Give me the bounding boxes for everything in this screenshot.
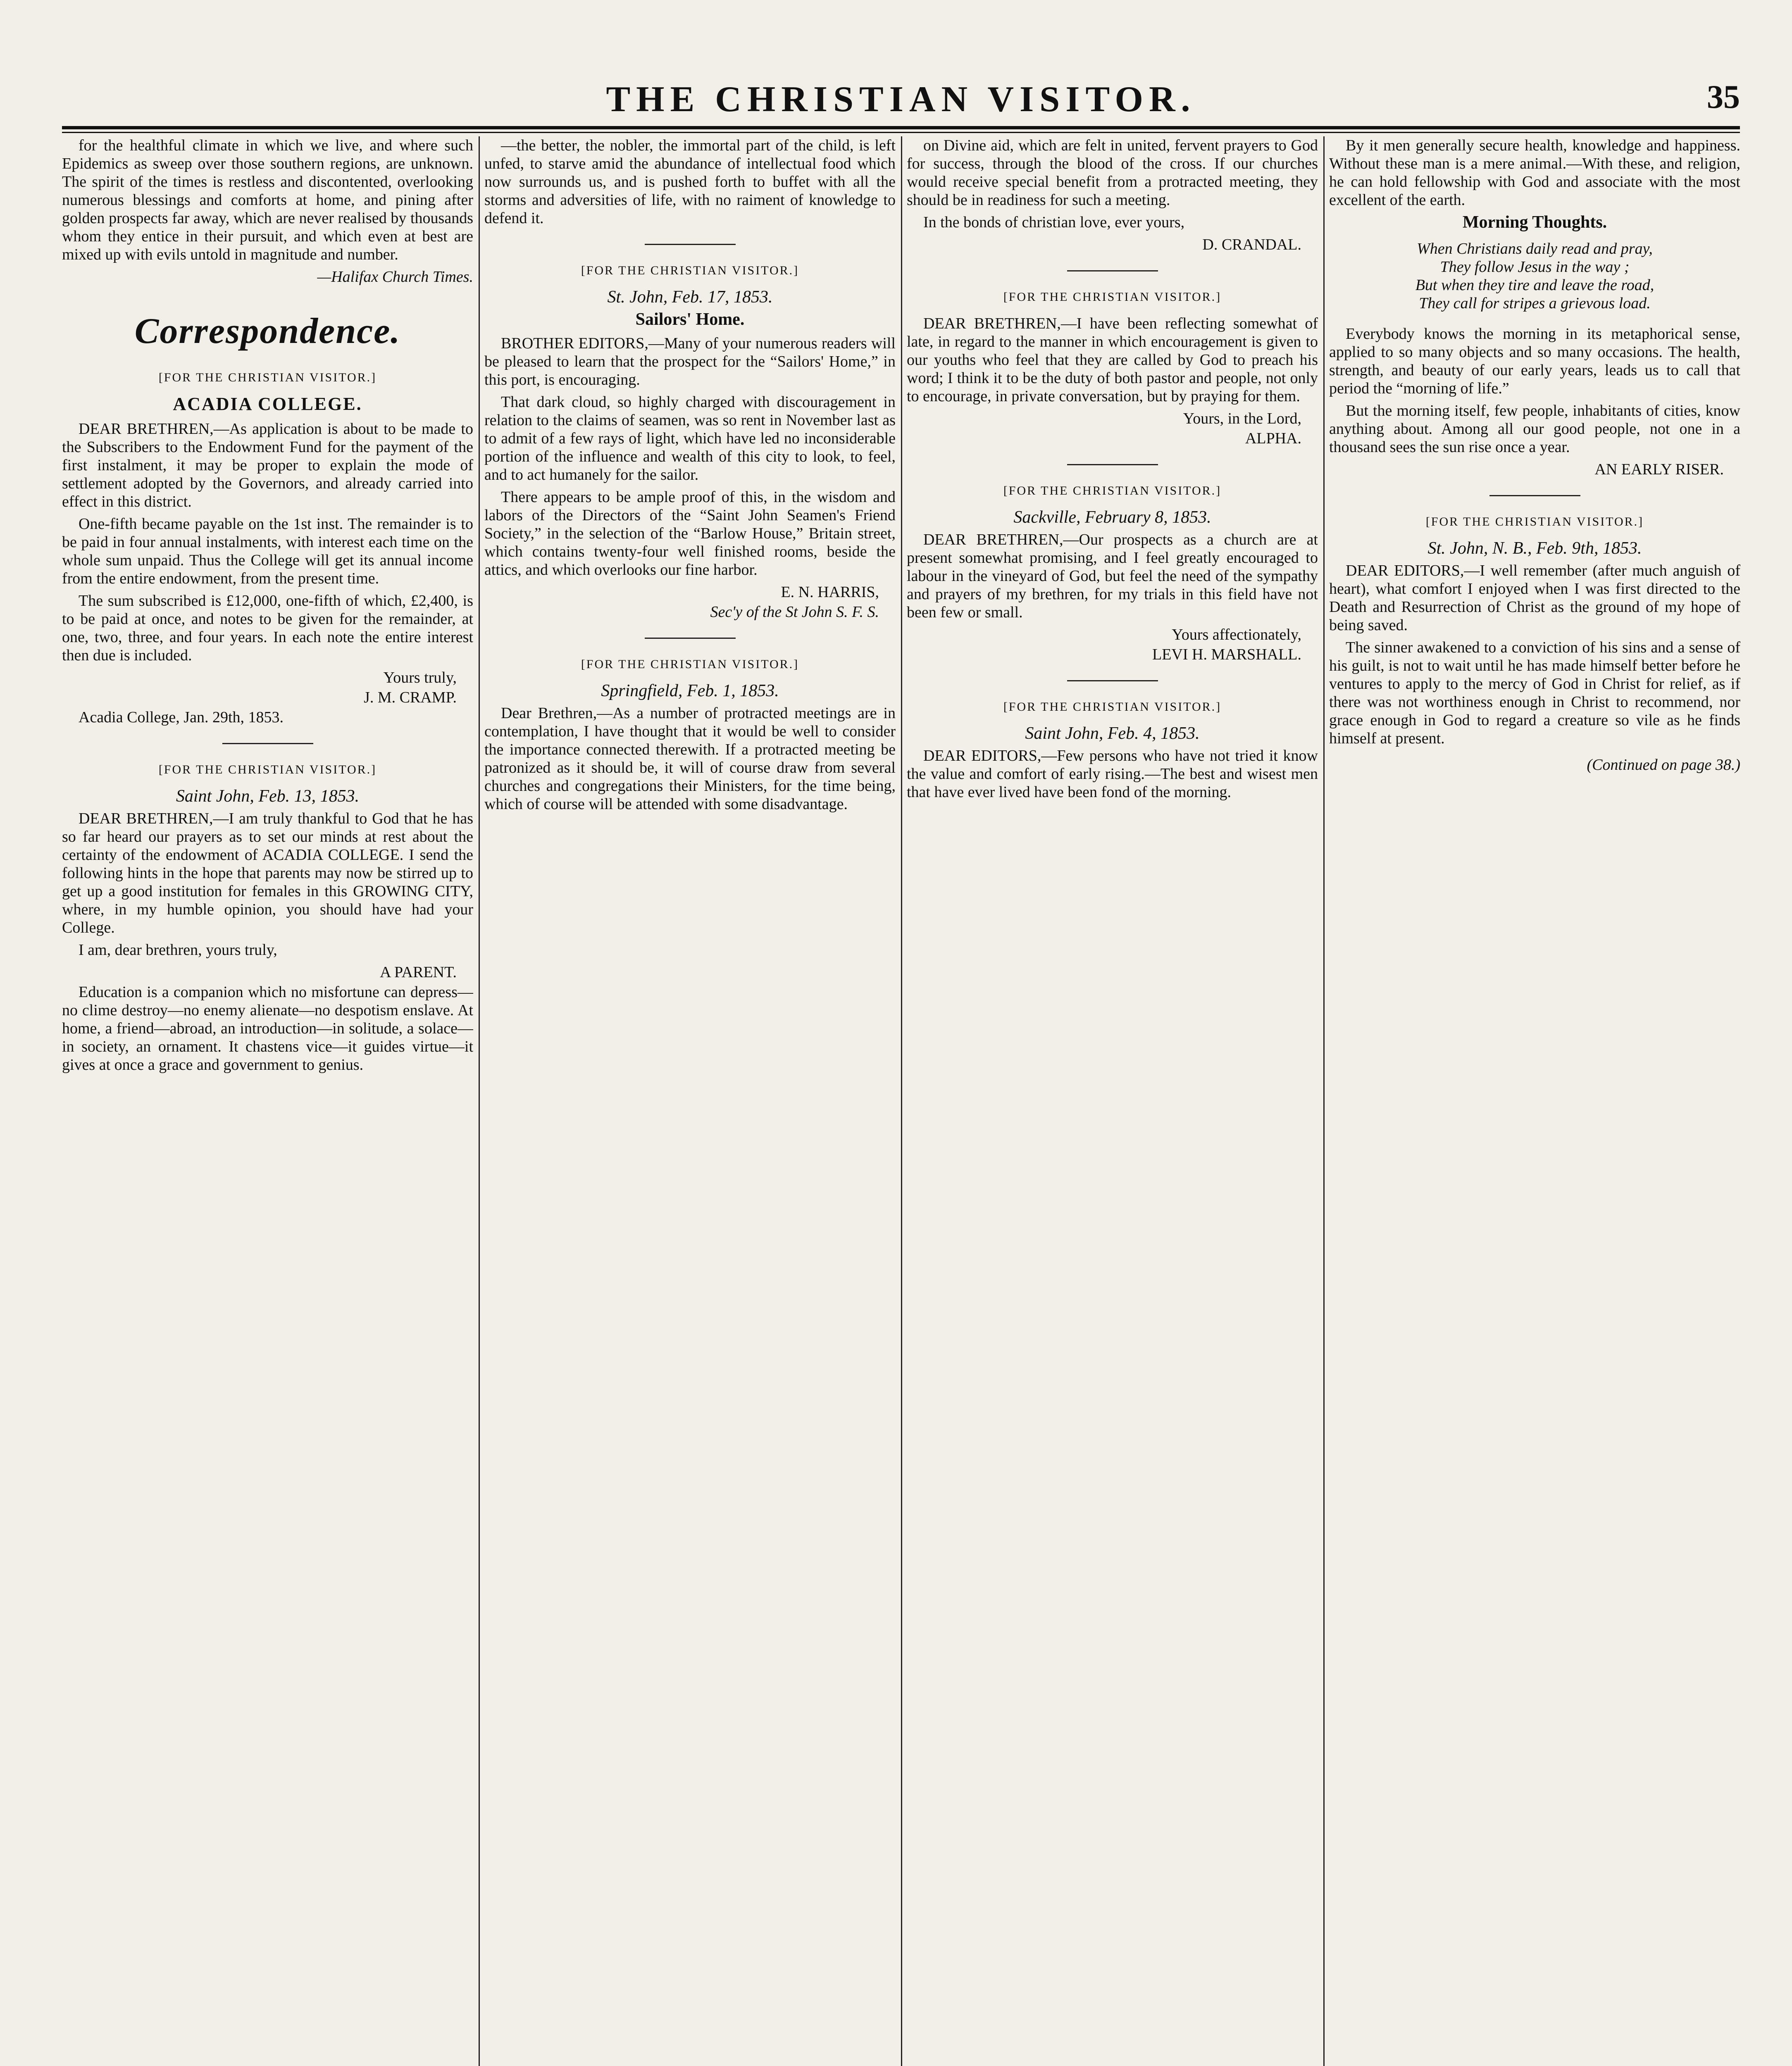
column-divider xyxy=(901,136,902,2066)
signature-name: J. M. CRAMP. xyxy=(364,689,457,706)
article-paragraph: BROTHER EDITORS,—Many of your numerous readers will be pleased to learn that the prospect for the “Sailors' Home,” in this port, is encouraging. xyxy=(484,335,896,388)
separator xyxy=(1067,680,1158,681)
poem-line: They follow Jesus in the way ; xyxy=(1440,258,1630,276)
poem xyxy=(1329,240,1740,312)
article-paragraph: DEAR BRETHREN,—As application is about to be made to the Subscribers to the Endowment Fund for the payment of the first instalment, it may be proper to explain the mode of settlement adopted by the Governors, and already carried into effect in this district. xyxy=(62,420,473,510)
article-paragraph: That dark cloud, so highly charged with discouragement in relation to the claims of seamen, was so rent in November last as to admit of a few rays of light, which have led no inconsiderable portion of the influence and wealth of this city to look, to feel, and to act humanely for the sailor. xyxy=(484,393,896,483)
for-line: [FOR THE CHRISTIAN VISITOR.] xyxy=(158,763,377,776)
poem-line: They call for stripes a grievous load. xyxy=(1419,295,1651,312)
article-dateline: Sackville, February 8, 1853. xyxy=(1013,508,1211,527)
article-paragraph: DEAR BRETHREN,—I am truly thankful to God that he has so far heard our prayers as to set our minds at rest about the certainty of the endowment of ACADIA COLLEGE. I send the following hints in the hope that parents may now be stirred up to get up a good institution for females in this GROWING CITY, where, in my humble opinion, you should have had your College. xyxy=(62,810,473,936)
article-paragraph: Everybody knows the morning in its metaphorical sense, applied to so many objects and so many occasions. The health, strength, and beauty of our early years, leads us to call that period the “morning of life.” xyxy=(1329,325,1740,397)
column-divider xyxy=(1323,136,1325,2066)
for-line: [FOR THE CHRISTIAN VISITOR.] xyxy=(1003,700,1222,714)
article-title: Sailors' Home. xyxy=(635,310,745,329)
article-paragraph: Dear Brethren,—As a number of protracted meetings are in contemplation, I have thought that it would be well to consider the importance connected therewith. If a protracted meeting be patronized as it should be, it will of course draw from several churches and congregations their Ministers, for the time being, which of course will be attended with some disadvantage. xyxy=(484,705,896,813)
article-text: By it men generally secure health, knowledge and happiness. Without these man is a mere animal.—With these, and religion, he can hold fellowship with God and associate with the most excellent of the earth. xyxy=(1329,137,1740,209)
article-dateline: Acadia College, Jan. 29th, 1853. xyxy=(79,709,284,726)
signature: Yours, in the Lord, xyxy=(1183,410,1301,427)
for-line: [FOR THE CHRISTIAN VISITOR.] xyxy=(1425,515,1644,528)
article-text: for the healthful climate in which we live, and where such Epidemics as sweep over those southern regions, are unknown. The spirit of the times is restless and discontented, overlooking numerous blessings and comforts at home, and pining after golden prospects far away, which are never realised by thousands whom they entice in their pursuit, and which even at best are mixed up with evils untold in magnitude and number. xyxy=(62,137,473,263)
article-paragraph: DEAR BRETHREN,—Our prospects as a church are at present somewhat promising, and I feel greatly encouraged to labour in the vineyard of God, but feel the need of the sympathy and prayers of my brethren, for my trials in this field have not been few or small. xyxy=(907,531,1318,621)
article-dateline: Springfield, Feb. 1, 1853. xyxy=(601,681,779,700)
section-heading: Correspondence. xyxy=(134,311,401,351)
article-dateline: Saint John, Feb. 4, 1853. xyxy=(1025,724,1200,743)
continued-note: (Continued on page 38.) xyxy=(1587,756,1740,774)
column-2 xyxy=(484,136,896,2066)
column-3 xyxy=(907,136,1318,2066)
column-4 xyxy=(1329,136,1740,2066)
separator xyxy=(645,244,736,245)
for-line: [FOR THE CHRISTIAN VISITOR.] xyxy=(1003,484,1222,497)
article-paragraph: DEAR BRETHREN,—I have been reflecting somewhat of late, in regard to the manner in which encouragement is given to our youths who feel that they are called by God to preach his word; I think it to be the duty of both pastor and people, not only to encourage, in private conversation, but by praying for them. xyxy=(907,315,1318,405)
article-paragraph: The sinner awakened to a conviction of his sins and a sense of his guilt, is not to wait until he has made himself better before he ventures to apply to the mercy of God in Christ for relief, as if there was not worthiness enough in Christ to recommend, nor grace enough in God to regard a creature so vile as he finds himself at present. xyxy=(1329,639,1740,747)
article-title: ACADIA COLLEGE. xyxy=(173,394,362,414)
for-line: [FOR THE CHRISTIAN VISITOR.] xyxy=(158,371,377,384)
header-rule xyxy=(62,126,1740,133)
article-paragraph: DEAR EDITORS,—Few persons who have not tried it know the value and comfort of early rising.—The best and wisest men that have ever lived have been fond of the morning. xyxy=(907,747,1318,801)
separator xyxy=(1067,270,1158,271)
article-paragraph: There appears to be ample proof of this, in the wisdom and labors of the Directors of the “Saint John Seamen's Friend Society,” in the selection of the “Barlow House,” Britain street, which contains twenty-four well finished rooms, beside the attics, and which overlooks our fine harbor. xyxy=(484,488,896,578)
article-text: —the better, the nobler, the immortal part of the child, is left unfed, to starve amid the abundance of intellectual food which now surrounds us, and is pushed forth to buffet with all the storms and adversities of life, with no raiment of knowledge to defend it. xyxy=(484,137,896,227)
article-paragraph: One-fifth became payable on the 1st inst. The remainder is to be paid in four annual instalments, with interest each time on the whole sum unpaid. Thus the College will get its annual income from the entire endowment, from the present time. xyxy=(62,515,473,587)
separator xyxy=(222,743,313,744)
article-source: —Halifax Church Times. xyxy=(317,268,473,286)
signature-name: E. N. HARRIS, xyxy=(781,583,879,601)
signature-name: ALPHA. xyxy=(1245,430,1301,447)
signature-title: Sec'y of the St John S. F. S. xyxy=(710,603,879,621)
article-paragraph: The sum subscribed is £12,000, one-fifth of which, £2,400, is to be paid at once, and notes to be given for the remainder, at one, two, three, and four years. In each note the entire interest then due is included. xyxy=(62,592,473,664)
separator xyxy=(645,638,736,639)
article-dateline: Saint John, Feb. 13, 1853. xyxy=(176,787,360,806)
for-line: [FOR THE CHRISTIAN VISITOR.] xyxy=(581,264,799,277)
separator xyxy=(1489,495,1580,496)
poem-line: When Christians daily read and pray, xyxy=(1417,240,1653,257)
column-divider xyxy=(479,136,480,2066)
for-line: [FOR THE CHRISTIAN VISITOR.] xyxy=(581,657,799,671)
for-line: [FOR THE CHRISTIAN VISITOR.] xyxy=(1003,290,1222,304)
page-number: 35 xyxy=(1707,79,1740,115)
article-paragraph: I am, dear brethren, yours truly, xyxy=(79,941,277,959)
poem-line: But when they tire and leave the road, xyxy=(1415,276,1654,294)
signature-name: D. CRANDAL. xyxy=(1202,236,1301,253)
article-paragraph: But the morning itself, few people, inhabitants of cities, know anything about. Among all our good people, not one in a thousand sees the sun rise once a year. xyxy=(1329,402,1740,456)
separator xyxy=(1067,464,1158,465)
article-text: on Divine aid, which are felt in united, fervent prayers to God for success, through the blood of the cross. If our churches would receive special benefit from a protracted meeting, they should be in readiness for such a meeting. xyxy=(907,137,1318,209)
signature-name: LEVI H. MARSHALL. xyxy=(1152,646,1301,663)
article-dateline: St. John, N. B., Feb. 9th, 1853. xyxy=(1427,539,1642,558)
column-1 xyxy=(62,136,473,2066)
article-paragraph: Education is a companion which no misfortune can depress—no clime destroy—no enemy alienate—no despotism enslave. At home, a friend—abroad, an introduction—in solitude, a solace—in society, an ornament. It chastens vice—it guides virtue—it gives at once a grace and government to genius. xyxy=(62,983,473,1073)
signature: Yours truly, xyxy=(383,669,457,686)
article-dateline: St. John, Feb. 17, 1853. xyxy=(607,288,773,307)
signature-name: AN EARLY RISER. xyxy=(1594,461,1724,478)
article-paragraph: In the bonds of christian love, ever yours, xyxy=(923,214,1185,231)
article-title: Morning Thoughts. xyxy=(1462,213,1607,232)
page-header xyxy=(62,62,1740,124)
masthead: THE CHRISTIAN VISITOR. xyxy=(606,79,1196,119)
signature: Yours affectionately, xyxy=(1172,626,1301,643)
signature-name: A PARENT. xyxy=(380,964,457,981)
article-paragraph: DEAR EDITORS,—I well remember (after much anguish of heart), what comfort I enjoyed when I was first directed to the Death and Resurrection of Christ as the ground of my hope of being saved. xyxy=(1329,562,1740,634)
